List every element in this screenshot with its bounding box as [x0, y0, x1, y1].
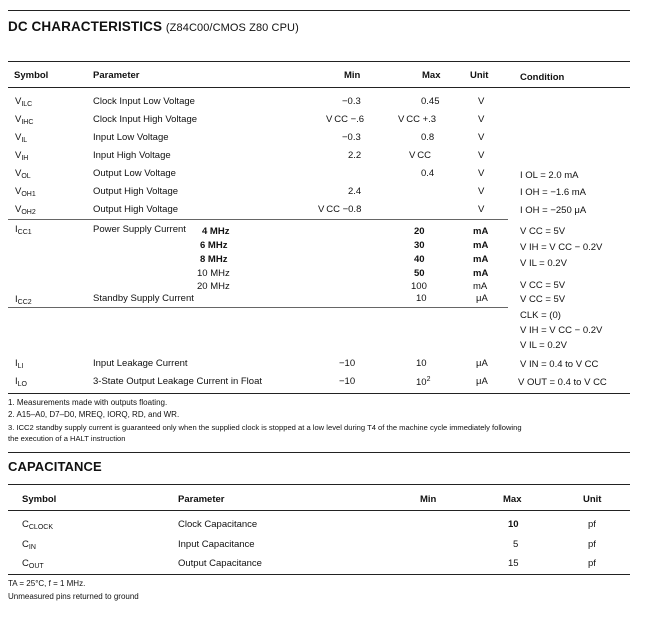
dc-symbol: $I_{LI}$ [15, 358, 24, 370]
row-rule [8, 219, 508, 220]
dc-parameter: Standby Supply Current [93, 293, 194, 304]
dc-col-unit: Unit [470, 70, 489, 81]
dc-unit: V [478, 186, 485, 197]
cap-parameter: Input Capacitance [178, 539, 255, 550]
dc-condition: V IH = V CC − 0.2V [520, 242, 603, 253]
dc-max: 40 [414, 254, 425, 265]
freq-label: 6 MHz [200, 240, 228, 251]
dc-symbol: $V_{IHC}$ [15, 114, 34, 126]
dc-parameter: Output Low Voltage [93, 168, 176, 179]
dc-max: 0.8 [421, 132, 435, 143]
dc-max: V CC +.3 [398, 114, 437, 125]
dc-parameter: Input High Voltage [93, 150, 171, 161]
dc-unit: V [478, 168, 485, 179]
dc-min: −0.3 [342, 132, 361, 143]
dc-max: 0.4 [421, 168, 435, 179]
cap-note: Unmeasured pins returned to ground [8, 592, 139, 601]
dc-unit: mA [473, 268, 489, 279]
dc-parameter: 3-State Output Leakage Current in Float [93, 376, 262, 387]
cap-symbol: $C_{OUT}$ [22, 558, 44, 570]
dc-symbol: $V_{IH}$ [15, 150, 29, 162]
cap-symbol: $C_{IN}$ [22, 539, 36, 551]
cap-parameter: Output Capacitance [178, 558, 262, 569]
freq-label: 8 MHz [200, 254, 228, 265]
dc-symbol: $V_{OH1}$ [15, 186, 36, 198]
dc-unit: mA [473, 254, 489, 265]
dc-max: $10^2$ [416, 376, 431, 388]
cap-col-symbol: Symbol [22, 494, 57, 505]
dc-col-min: Min [344, 70, 361, 81]
cap-bottom-rule [8, 574, 630, 575]
dc-unit: V [478, 114, 485, 125]
dc-symbol: $V_{OL}$ [15, 168, 31, 180]
cap-max: 10 [508, 519, 519, 530]
freq-label: 20 MHz [197, 281, 230, 292]
dc-unit: mA [473, 281, 488, 292]
dc-unit: V [478, 96, 485, 107]
dc-parameter: Input Leakage Current [93, 358, 188, 369]
dc-condition: V IL = 0.2V [520, 340, 567, 351]
dc-symbol: $I_{CC1}$ [15, 224, 32, 236]
dc-min: −10 [339, 376, 356, 387]
dc-max: 10 [416, 293, 427, 304]
dc-condition: I OH = −250 μA [520, 205, 587, 216]
dc-min: −10 [339, 358, 356, 369]
dc-max: 20 [414, 226, 425, 237]
footnote: 2. A15–A0, D7–D0, MREQ, IORQ, RD, and WR. [8, 410, 180, 419]
dc-condition: V IH = V CC − 0.2V [520, 325, 603, 336]
dc-min: −0.3 [342, 96, 361, 107]
dc-col-symbol: Symbol [14, 70, 49, 81]
dc-symbol: $V_{ILC}$ [15, 96, 33, 108]
dc-condition: V CC = 5V [520, 294, 566, 305]
dc-symbol: $I_{LO}$ [15, 376, 27, 388]
dc-header-bottom-rule [8, 87, 630, 88]
cap-header-bottom-rule [8, 510, 630, 511]
dc-unit: V [478, 132, 485, 143]
footnote: 1. Measurements made with outputs floating. [8, 398, 168, 407]
cap-section-title: CAPACITANCE [8, 459, 102, 474]
dc-min: V CC −.6 [326, 114, 365, 125]
dc-col-max: Max [422, 70, 441, 81]
freq-label: 4 MHz [202, 226, 230, 237]
dc-parameter: Output High Voltage [93, 186, 179, 197]
dc-symbol: $V_{OH2}$ [15, 204, 36, 216]
dc-condition: V CC = 5V [520, 226, 566, 237]
dc-condition: V CC = 5V [520, 280, 566, 291]
cap-unit: pf [588, 558, 596, 569]
cap-max: 5 [513, 539, 519, 550]
dc-symbol: $V_{IL}$ [15, 132, 28, 144]
dc-condition: I OH = −1.6 mA [520, 187, 586, 198]
cap-header-top-rule [8, 484, 630, 485]
dc-min: 2.4 [348, 186, 362, 197]
dc-condition: V OUT = 0.4 to V CC [518, 377, 607, 388]
dc-unit: V [478, 204, 485, 215]
dc-header-top-rule [8, 61, 630, 62]
cap-max: 15 [508, 558, 519, 569]
dc-condition: V IN = 0.4 to V CC [520, 359, 599, 370]
cap-note: TA = 25°C, f = 1 MHz. [8, 579, 86, 588]
dc-max: 50 [414, 268, 425, 279]
dc-col-parameter: Parameter [93, 70, 140, 81]
dc-max: 30 [414, 240, 425, 251]
dc-max: 10 [416, 358, 427, 369]
dc-symbol: $I_{CC2}$ [15, 294, 32, 306]
dc-condition: CLK = (0) [520, 310, 561, 321]
dc-subtitle: (Z84C00/CMOS Z80 CPU) [165, 22, 299, 34]
top-rule [8, 10, 630, 11]
cap-col-max: Max [503, 494, 522, 505]
dc-parameter: Clock Input High Voltage [93, 114, 198, 125]
dc-min: V CC −0.8 [318, 204, 362, 215]
dc-unit: μA [476, 358, 488, 369]
dc-condition: V IL = 0.2V [520, 258, 567, 269]
dc-bottom-rule [8, 393, 630, 394]
dc-parameter: Output High Voltage [93, 204, 179, 215]
cap-col-min: Min [420, 494, 437, 505]
cap-col-unit: Unit [583, 494, 602, 505]
dc-condition: I OL = 2.0 mA [520, 170, 579, 181]
dc-col-condition: Condition [520, 72, 565, 83]
footnote: 3. ICC2 standby supply current is guaranteed only when the supplied clock is stopped at a low level during T4 of the machine cycle immediately following [8, 423, 522, 432]
row-rule [8, 307, 508, 308]
dc-min: 2.2 [348, 150, 362, 161]
dc-max: 0.45 [421, 96, 440, 107]
cap-top-rule [8, 452, 630, 453]
dc-title-text: DC CHARACTERISTICS [8, 19, 163, 34]
dc-section-title [8, 19, 299, 34]
footnote: the execution of a HALT instruction [8, 434, 126, 443]
dc-unit: μA [476, 376, 488, 387]
cap-unit: pf [588, 539, 596, 550]
cap-col-parameter: Parameter [178, 494, 225, 505]
dc-parameter: Clock Input Low Voltage [93, 96, 195, 107]
cap-symbol: $C_{CLOCK}$ [22, 519, 53, 531]
cap-unit: pf [588, 519, 596, 530]
dc-unit: mA [473, 240, 489, 251]
dc-unit: μA [476, 293, 488, 304]
dc-unit: V [478, 150, 485, 161]
dc-parameter: Power Supply Current [93, 224, 186, 235]
dc-unit: mA [473, 226, 489, 237]
dc-max: V CC [409, 150, 431, 161]
dc-parameter: Input Low Voltage [93, 132, 169, 143]
freq-label: 10 MHz [197, 268, 230, 279]
dc-max: 100 [411, 281, 427, 292]
cap-parameter: Clock Capacitance [178, 519, 258, 530]
